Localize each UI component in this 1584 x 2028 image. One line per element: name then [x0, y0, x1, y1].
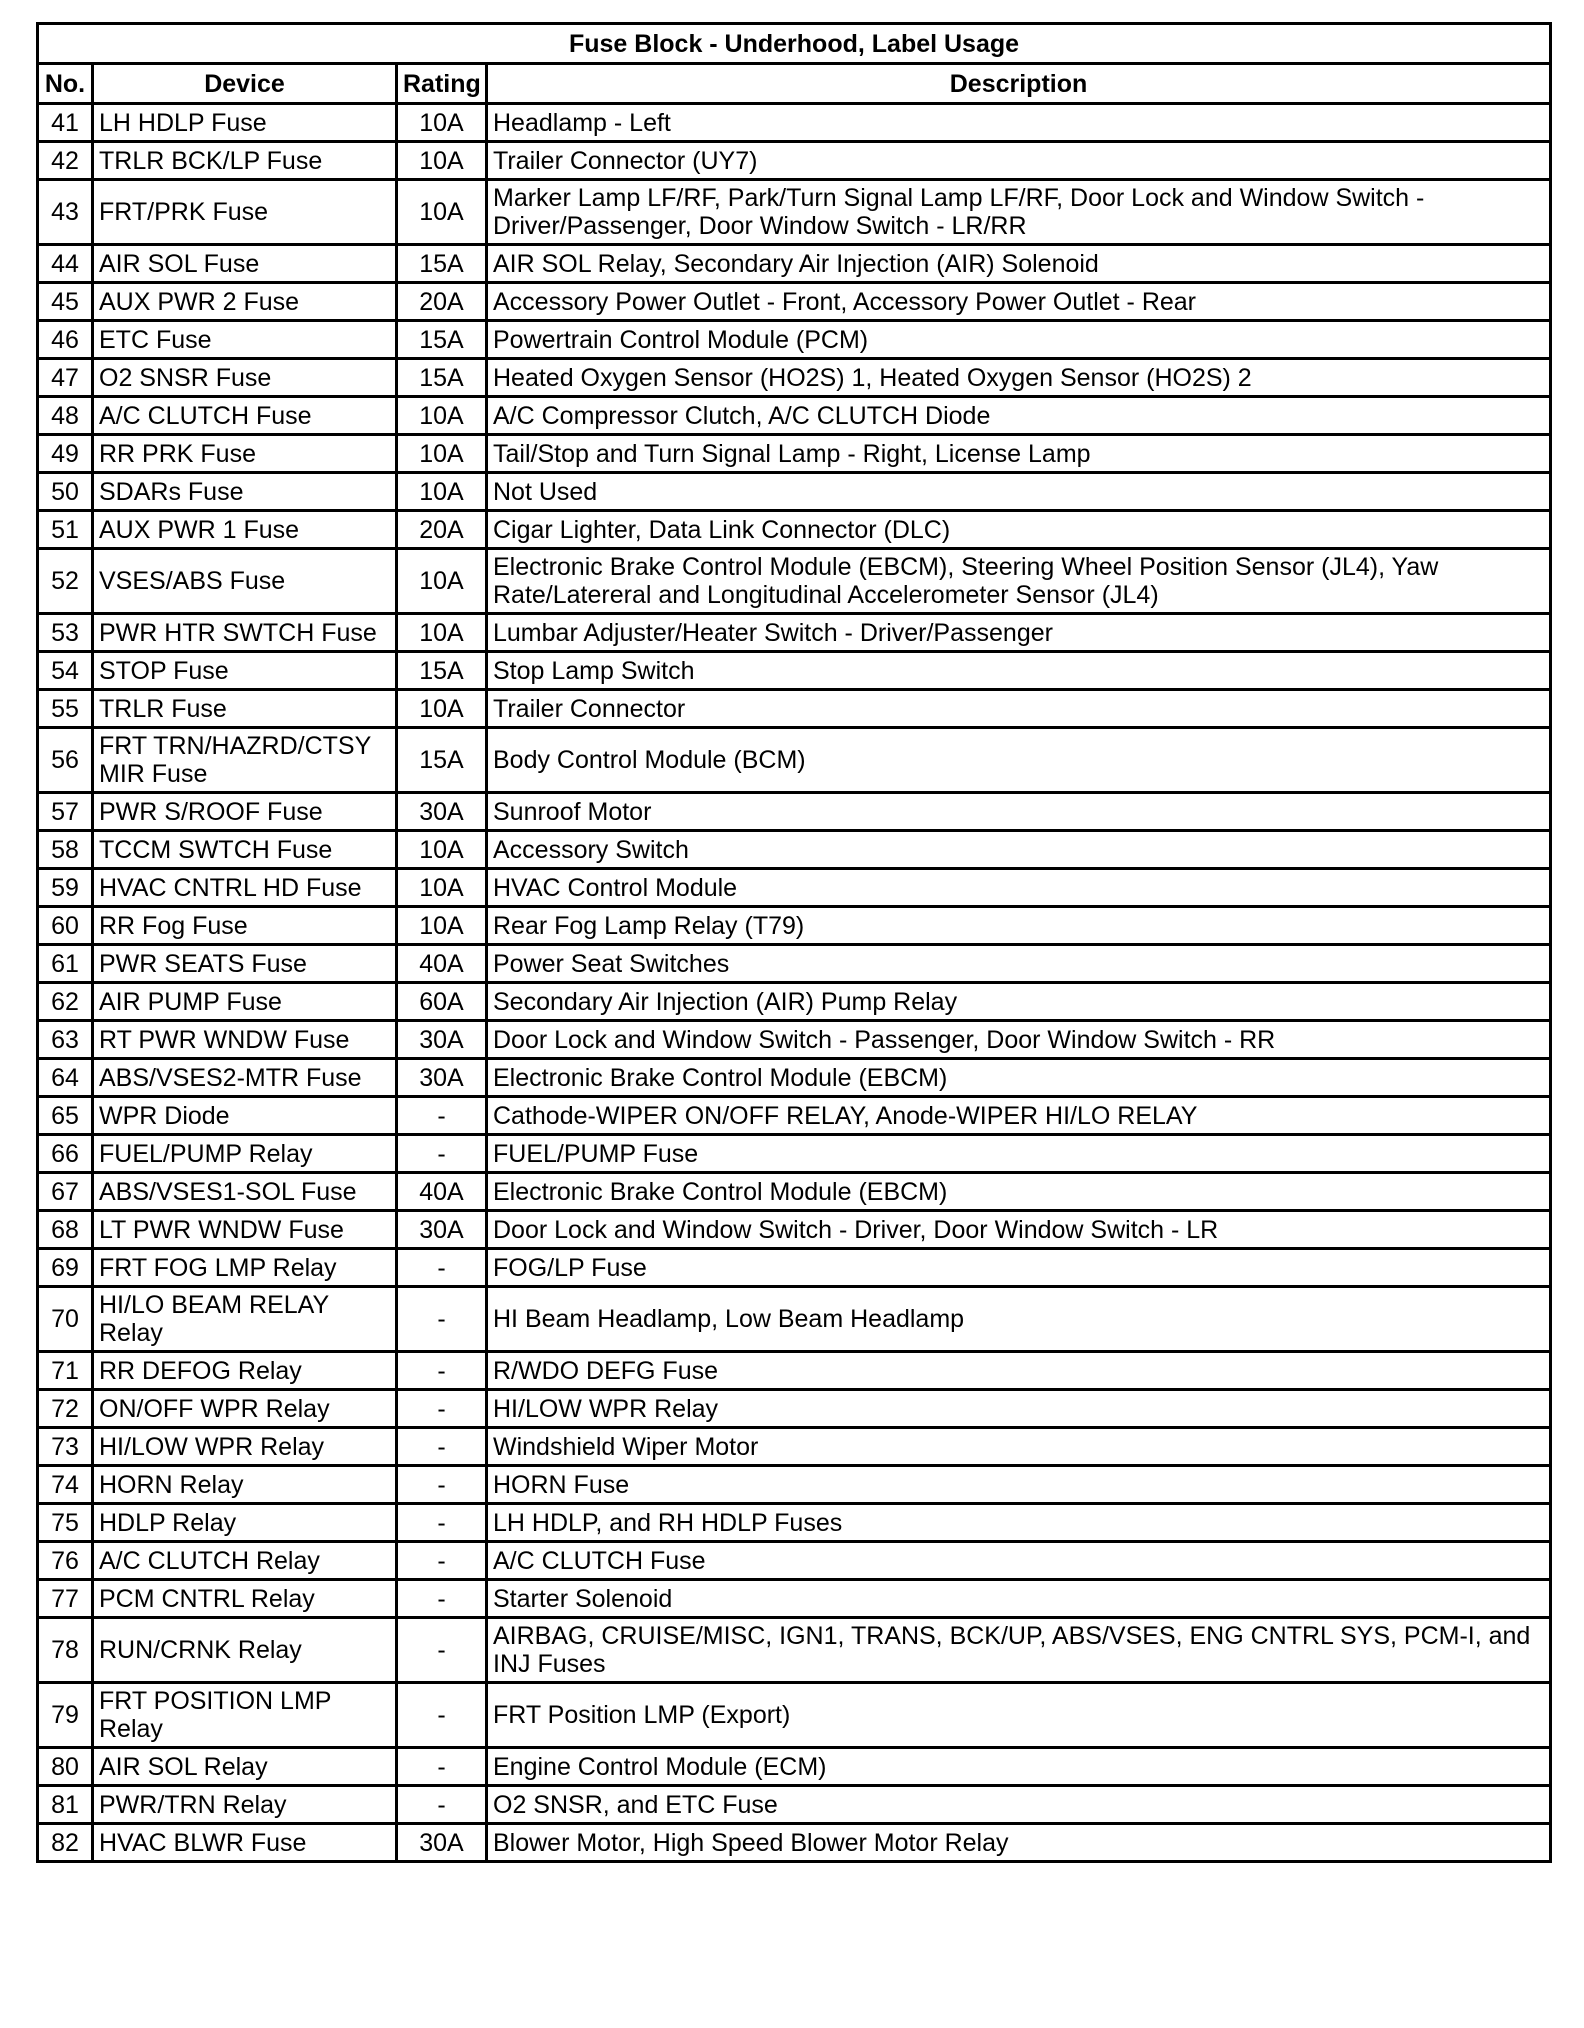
table-row	[38, 397, 1551, 435]
cell-no: 79	[38, 1683, 93, 1748]
table-row	[38, 549, 1551, 614]
table-row	[38, 1748, 1551, 1786]
cell-rating: 10A	[397, 142, 487, 180]
column-header-description: Description	[487, 64, 1551, 104]
table-row	[38, 793, 1551, 831]
cell-no: 72	[38, 1390, 93, 1428]
table-row	[38, 728, 1551, 793]
cell-rating: -	[397, 1466, 487, 1504]
cell-no: 77	[38, 1580, 93, 1618]
cell-no: 81	[38, 1786, 93, 1824]
cell-device: FRT/PRK Fuse	[93, 180, 397, 245]
cell-no: 60	[38, 907, 93, 945]
cell-rating: 15A	[397, 321, 487, 359]
cell-description: Tail/Stop and Turn Signal Lamp - Right, License Lamp	[487, 435, 1551, 473]
column-header-no: No.	[38, 64, 93, 104]
cell-rating: 40A	[397, 945, 487, 983]
table-row	[38, 1390, 1551, 1428]
cell-no: 67	[38, 1173, 93, 1211]
cell-no: 62	[38, 983, 93, 1021]
cell-rating: -	[397, 1504, 487, 1542]
cell-device: SDARs Fuse	[93, 473, 397, 511]
cell-device: AIR PUMP Fuse	[93, 983, 397, 1021]
table-row	[38, 1683, 1551, 1748]
cell-device: AIR SOL Fuse	[93, 245, 397, 283]
cell-rating: -	[397, 1287, 487, 1352]
table-row	[38, 1824, 1551, 1862]
cell-rating: 10A	[397, 907, 487, 945]
table-row	[38, 907, 1551, 945]
cell-device: FRT FOG LMP Relay	[93, 1249, 397, 1287]
cell-no: 57	[38, 793, 93, 831]
cell-device: VSES/ABS Fuse	[93, 549, 397, 614]
cell-description: Accessory Switch	[487, 831, 1551, 869]
table-row	[38, 511, 1551, 549]
cell-description: Trailer Connector (UY7)	[487, 142, 1551, 180]
cell-description: Door Lock and Window Switch - Driver, Door Window Switch - LR	[487, 1211, 1551, 1249]
cell-description: Cigar Lighter, Data Link Connector (DLC)	[487, 511, 1551, 549]
cell-device: HORN Relay	[93, 1466, 397, 1504]
cell-description: Sunroof Motor	[487, 793, 1551, 831]
cell-device: FUEL/PUMP Relay	[93, 1135, 397, 1173]
cell-device: PWR HTR SWTCH Fuse	[93, 614, 397, 652]
cell-description: Lumbar Adjuster/Heater Switch - Driver/Passenger	[487, 614, 1551, 652]
cell-rating: -	[397, 1542, 487, 1580]
cell-description: HORN Fuse	[487, 1466, 1551, 1504]
cell-device: ABS/VSES1-SOL Fuse	[93, 1173, 397, 1211]
cell-rating: 10A	[397, 397, 487, 435]
cell-no: 50	[38, 473, 93, 511]
cell-rating: 20A	[397, 511, 487, 549]
cell-device: O2 SNSR Fuse	[93, 359, 397, 397]
table-row	[38, 142, 1551, 180]
cell-device: HVAC BLWR Fuse	[93, 1824, 397, 1862]
cell-rating: -	[397, 1618, 487, 1683]
table-row	[38, 1021, 1551, 1059]
cell-description: Accessory Power Outlet - Front, Accessory Power Outlet - Rear	[487, 283, 1551, 321]
cell-no: 47	[38, 359, 93, 397]
cell-description: HVAC Control Module	[487, 869, 1551, 907]
cell-device: A/C CLUTCH Fuse	[93, 397, 397, 435]
cell-device: HDLP Relay	[93, 1504, 397, 1542]
cell-no: 69	[38, 1249, 93, 1287]
table-row	[38, 1466, 1551, 1504]
cell-description: A/C CLUTCH Fuse	[487, 1542, 1551, 1580]
cell-description: Rear Fog Lamp Relay (T79)	[487, 907, 1551, 945]
cell-rating: -	[397, 1748, 487, 1786]
cell-rating: 15A	[397, 652, 487, 690]
cell-rating: 10A	[397, 614, 487, 652]
cell-device: WPR Diode	[93, 1097, 397, 1135]
cell-description: HI Beam Headlamp, Low Beam Headlamp	[487, 1287, 1551, 1352]
cell-no: 65	[38, 1097, 93, 1135]
table-row	[38, 1287, 1551, 1352]
cell-no: 55	[38, 690, 93, 728]
cell-description: Electronic Brake Control Module (EBCM), Steering Wheel Position Sensor (JL4), Yaw Rate/Latereral and Longitudinal Accelerometer Sensor (JL4)	[487, 549, 1551, 614]
cell-device: PWR S/ROOF Fuse	[93, 793, 397, 831]
cell-no: 80	[38, 1748, 93, 1786]
table-row	[38, 180, 1551, 245]
cell-rating: 30A	[397, 793, 487, 831]
cell-rating: 10A	[397, 104, 487, 142]
table-row	[38, 983, 1551, 1021]
table-body	[38, 104, 1551, 1862]
cell-rating: 10A	[397, 549, 487, 614]
table-row	[38, 473, 1551, 511]
table-row	[38, 1249, 1551, 1287]
cell-description: FUEL/PUMP Fuse	[487, 1135, 1551, 1173]
table-row	[38, 831, 1551, 869]
cell-no: 61	[38, 945, 93, 983]
cell-device: A/C CLUTCH Relay	[93, 1542, 397, 1580]
cell-description: LH HDLP, and RH HDLP Fuses	[487, 1504, 1551, 1542]
cell-device: TCCM SWTCH Fuse	[93, 831, 397, 869]
cell-description: Heated Oxygen Sensor (HO2S) 1, Heated Oxygen Sensor (HO2S) 2	[487, 359, 1551, 397]
cell-description: Door Lock and Window Switch - Passenger, Door Window Switch - RR	[487, 1021, 1551, 1059]
table-row	[38, 283, 1551, 321]
cell-device: PWR SEATS Fuse	[93, 945, 397, 983]
cell-no: 52	[38, 549, 93, 614]
table-row	[38, 1173, 1551, 1211]
cell-rating: -	[397, 1580, 487, 1618]
table-row	[38, 1580, 1551, 1618]
cell-device: FRT TRN/HAZRD/CTSY MIR Fuse	[93, 728, 397, 793]
cell-description: Stop Lamp Switch	[487, 652, 1551, 690]
cell-no: 53	[38, 614, 93, 652]
cell-rating: 15A	[397, 728, 487, 793]
cell-description: Blower Motor, High Speed Blower Motor Relay	[487, 1824, 1551, 1862]
cell-no: 45	[38, 283, 93, 321]
cell-description: Body Control Module (BCM)	[487, 728, 1551, 793]
cell-no: 75	[38, 1504, 93, 1542]
cell-no: 48	[38, 397, 93, 435]
cell-rating: 10A	[397, 435, 487, 473]
cell-rating: -	[397, 1786, 487, 1824]
cell-no: 44	[38, 245, 93, 283]
cell-no: 64	[38, 1059, 93, 1097]
cell-rating: 40A	[397, 1173, 487, 1211]
cell-description: Electronic Brake Control Module (EBCM)	[487, 1173, 1551, 1211]
cell-rating: 60A	[397, 983, 487, 1021]
cell-device: PCM CNTRL Relay	[93, 1580, 397, 1618]
cell-no: 63	[38, 1021, 93, 1059]
table-title-row	[38, 24, 1551, 64]
cell-rating: 10A	[397, 869, 487, 907]
table-header-row	[38, 64, 1551, 104]
table-row	[38, 245, 1551, 283]
table-row	[38, 869, 1551, 907]
cell-description: Electronic Brake Control Module (EBCM)	[487, 1059, 1551, 1097]
cell-device: HI/LOW WPR Relay	[93, 1428, 397, 1466]
cell-device: HVAC CNTRL HD Fuse	[93, 869, 397, 907]
table-row	[38, 1618, 1551, 1683]
cell-device: LH HDLP Fuse	[93, 104, 397, 142]
cell-description: Headlamp - Left	[487, 104, 1551, 142]
table-row	[38, 359, 1551, 397]
cell-no: 58	[38, 831, 93, 869]
cell-no: 41	[38, 104, 93, 142]
cell-rating: 10A	[397, 473, 487, 511]
cell-no: 49	[38, 435, 93, 473]
cell-device: FRT POSITION LMP Relay	[93, 1683, 397, 1748]
cell-no: 59	[38, 869, 93, 907]
table-title: Fuse Block - Underhood, Label Usage	[38, 24, 1551, 64]
cell-device: AUX PWR 1 Fuse	[93, 511, 397, 549]
cell-description: Marker Lamp LF/RF, Park/Turn Signal Lamp LF/RF, Door Lock and Window Switch - Driver/Passenger, Door Window Switch - LR/RR	[487, 180, 1551, 245]
table-row	[38, 1352, 1551, 1390]
cell-rating: 30A	[397, 1021, 487, 1059]
cell-description: Secondary Air Injection (AIR) Pump Relay	[487, 983, 1551, 1021]
cell-description: Trailer Connector	[487, 690, 1551, 728]
cell-device: RR DEFOG Relay	[93, 1352, 397, 1390]
cell-device: RUN/CRNK Relay	[93, 1618, 397, 1683]
table-row	[38, 652, 1551, 690]
cell-rating: 15A	[397, 245, 487, 283]
table-row	[38, 1059, 1551, 1097]
cell-no: 82	[38, 1824, 93, 1862]
cell-no: 66	[38, 1135, 93, 1173]
cell-description: R/WDO DEFG Fuse	[487, 1352, 1551, 1390]
cell-description: AIR SOL Relay, Secondary Air Injection (AIR) Solenoid	[487, 245, 1551, 283]
column-header-rating: Rating	[397, 64, 487, 104]
cell-no: 46	[38, 321, 93, 359]
cell-no: 73	[38, 1428, 93, 1466]
cell-device: RR PRK Fuse	[93, 435, 397, 473]
cell-no: 74	[38, 1466, 93, 1504]
cell-no: 68	[38, 1211, 93, 1249]
column-header-device: Device	[93, 64, 397, 104]
cell-description: AIRBAG, CRUISE/MISC, IGN1, TRANS, BCK/UP, ABS/VSES, ENG CNTRL SYS, PCM-I, and INJ Fuses	[487, 1618, 1551, 1683]
cell-device: HI/LO BEAM RELAY Relay	[93, 1287, 397, 1352]
cell-no: 51	[38, 511, 93, 549]
cell-device: ON/OFF WPR Relay	[93, 1390, 397, 1428]
table-row	[38, 1135, 1551, 1173]
cell-device: STOP Fuse	[93, 652, 397, 690]
cell-rating: 20A	[397, 283, 487, 321]
cell-device: AUX PWR 2 Fuse	[93, 283, 397, 321]
cell-no: 43	[38, 180, 93, 245]
table-row	[38, 435, 1551, 473]
cell-rating: 30A	[397, 1824, 487, 1862]
table-row	[38, 321, 1551, 359]
cell-rating: 15A	[397, 359, 487, 397]
cell-description: Powertrain Control Module (PCM)	[487, 321, 1551, 359]
cell-description: Windshield Wiper Motor	[487, 1428, 1551, 1466]
cell-device: ETC Fuse	[93, 321, 397, 359]
cell-device: RT PWR WNDW Fuse	[93, 1021, 397, 1059]
table-row	[38, 690, 1551, 728]
cell-description: HI/LOW WPR Relay	[487, 1390, 1551, 1428]
cell-description: FRT Position LMP (Export)	[487, 1683, 1551, 1748]
cell-rating: -	[397, 1683, 487, 1748]
cell-no: 42	[38, 142, 93, 180]
cell-description: O2 SNSR, and ETC Fuse	[487, 1786, 1551, 1824]
table-row	[38, 945, 1551, 983]
cell-no: 78	[38, 1618, 93, 1683]
cell-rating: 30A	[397, 1211, 487, 1249]
table-row	[38, 1786, 1551, 1824]
cell-description: Engine Control Module (ECM)	[487, 1748, 1551, 1786]
cell-rating: 30A	[397, 1059, 487, 1097]
cell-rating: 10A	[397, 180, 487, 245]
cell-rating: -	[397, 1428, 487, 1466]
cell-no: 56	[38, 728, 93, 793]
table-row	[38, 614, 1551, 652]
table-row	[38, 1211, 1551, 1249]
table-row	[38, 104, 1551, 142]
cell-device: RR Fog Fuse	[93, 907, 397, 945]
cell-rating: -	[397, 1249, 487, 1287]
cell-description: FOG/LP Fuse	[487, 1249, 1551, 1287]
table-row	[38, 1504, 1551, 1542]
cell-device: LT PWR WNDW Fuse	[93, 1211, 397, 1249]
fuse-table	[36, 22, 1552, 1863]
cell-no: 54	[38, 652, 93, 690]
cell-description: Power Seat Switches	[487, 945, 1551, 983]
cell-description: Not Used	[487, 473, 1551, 511]
table-row	[38, 1428, 1551, 1466]
cell-description: Cathode-WIPER ON/OFF RELAY, Anode-WIPER HI/LO RELAY	[487, 1097, 1551, 1135]
cell-rating: 10A	[397, 690, 487, 728]
cell-rating: -	[397, 1352, 487, 1390]
cell-device: TRLR Fuse	[93, 690, 397, 728]
cell-device: AIR SOL Relay	[93, 1748, 397, 1786]
cell-description: A/C Compressor Clutch, A/C CLUTCH Diode	[487, 397, 1551, 435]
cell-device: PWR/TRN Relay	[93, 1786, 397, 1824]
cell-no: 76	[38, 1542, 93, 1580]
cell-no: 71	[38, 1352, 93, 1390]
cell-rating: 10A	[397, 831, 487, 869]
cell-rating: -	[397, 1135, 487, 1173]
cell-no: 70	[38, 1287, 93, 1352]
cell-rating: -	[397, 1390, 487, 1428]
cell-rating: -	[397, 1097, 487, 1135]
cell-device: TRLR BCK/LP Fuse	[93, 142, 397, 180]
cell-device: ABS/VSES2-MTR Fuse	[93, 1059, 397, 1097]
table-row	[38, 1542, 1551, 1580]
cell-description: Starter Solenoid	[487, 1580, 1551, 1618]
table-row	[38, 1097, 1551, 1135]
